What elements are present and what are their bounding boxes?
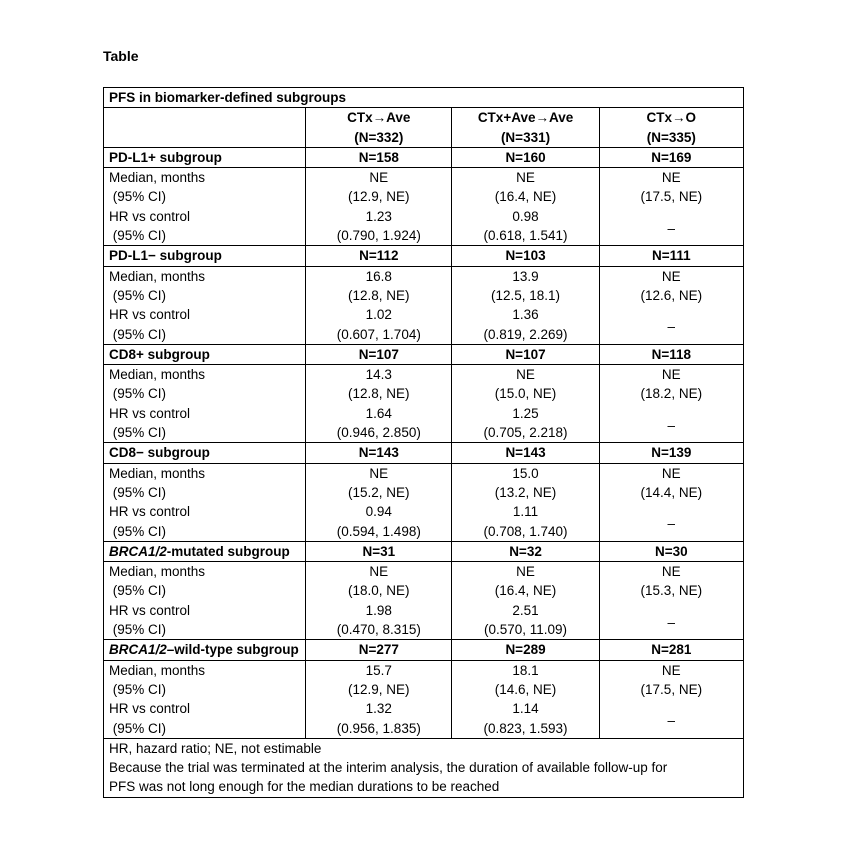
subgroup-data-row <box>104 463 744 541</box>
row-label: (95% CI) <box>109 228 167 244</box>
row-label: (95% CI) <box>109 622 167 638</box>
hr-value: 2.51 <box>512 602 539 618</box>
subgroup-header-row <box>104 640 744 660</box>
median-value: 14.3 <box>365 367 392 383</box>
median-ci: (15.3, NE) <box>640 583 703 599</box>
value-cell <box>452 463 599 541</box>
median-ci: (16.4, NE) <box>494 583 557 599</box>
hr-ci: (0.956, 1.835) <box>336 720 421 736</box>
subgroup-header-row <box>104 344 744 364</box>
value-cell <box>306 562 452 640</box>
value-cell <box>452 266 599 344</box>
median-value: NE <box>369 465 389 481</box>
subgroup-n: N=118 <box>599 344 743 364</box>
value-cell <box>599 463 743 541</box>
subgroup-n: N=107 <box>306 344 452 364</box>
subgroup-n: N=30 <box>599 541 743 561</box>
subgroup-n: N=281 <box>599 640 743 660</box>
pfs-table <box>103 87 744 798</box>
control-hr-dash: – <box>667 516 676 532</box>
median-value: 18.1 <box>512 662 539 678</box>
subgroup-label: CD8− subgroup <box>109 445 210 461</box>
footnote-line: PFS was not long enough for the median durations to be reached <box>109 779 500 795</box>
control-hr-dash: – <box>667 319 676 335</box>
footnote-line: HR, hazard ratio; NE, not estimable <box>109 740 322 756</box>
hr-value: 1.14 <box>512 701 539 717</box>
subgroup-data-row <box>104 660 744 738</box>
footnote-cell <box>104 738 744 797</box>
hr-value: 1.32 <box>365 701 392 717</box>
median-value: NE <box>516 367 535 383</box>
median-ci: (17.5, NE) <box>640 189 703 205</box>
value-cell <box>306 463 452 541</box>
median-ci: (15.2, NE) <box>348 484 410 500</box>
hr-ci: (0.618, 1.541) <box>483 228 568 244</box>
column-header-row <box>104 108 744 148</box>
subgroup-n: N=160 <box>452 147 599 167</box>
hr-value: 1.64 <box>365 405 392 421</box>
row-label: Median, months <box>109 367 206 383</box>
row-label: (95% CI) <box>109 720 167 736</box>
subgroup-data-row <box>104 365 744 443</box>
subgroup-n: N=139 <box>599 443 743 463</box>
median-value: 15.0 <box>512 465 539 481</box>
row-label: (95% CI) <box>109 484 167 500</box>
value-cell <box>452 562 599 640</box>
median-ci: (14.6, NE) <box>494 681 557 697</box>
subgroup-n: N=107 <box>452 344 599 364</box>
subgroup-n: N=169 <box>599 147 743 167</box>
subgroup-name <box>104 147 306 167</box>
footnote-row <box>104 738 744 797</box>
subgroup-header-row <box>104 147 744 167</box>
hr-ci: (0.708, 1.740) <box>483 523 568 539</box>
value-cell <box>599 562 743 640</box>
subgroup-n: N=103 <box>452 246 599 266</box>
value-cell <box>306 168 452 246</box>
value-cell <box>599 168 743 246</box>
median-value: NE <box>661 564 681 580</box>
subgroup-label: –wild-type subgroup <box>166 642 299 658</box>
row-label: (95% CI) <box>109 425 167 441</box>
subgroup-n: N=32 <box>452 541 599 561</box>
subgroup-label: -mutated subgroup <box>166 543 290 559</box>
row-label: (95% CI) <box>109 386 167 402</box>
row-labels-cell <box>104 463 306 541</box>
arm-n: (N=331) <box>500 129 551 145</box>
subgroup-label: PD-L1+ subgroup <box>109 149 222 165</box>
row-label: Median, months <box>109 662 206 678</box>
subgroup-name <box>104 640 306 660</box>
arm-name: CTx+Ave→Ave <box>477 110 574 126</box>
median-value: 16.8 <box>365 268 392 284</box>
value-cell <box>452 365 599 443</box>
row-labels-cell <box>104 266 306 344</box>
subgroup-data-row <box>104 266 744 344</box>
median-ci: (15.0, NE) <box>494 386 557 402</box>
header-blank-cell <box>104 108 306 148</box>
value-cell <box>599 266 743 344</box>
median-ci: (12.5, 18.1) <box>491 287 561 303</box>
table-title-row <box>104 88 744 108</box>
median-value: NE <box>661 367 681 383</box>
row-label: HR vs control <box>109 602 191 618</box>
hr-ci: (0.823, 1.593) <box>483 720 568 736</box>
arm-name: CTx→Ave <box>347 110 411 126</box>
row-label: Median, months <box>109 268 206 284</box>
table-title: PFS in biomarker-defined subgroups <box>104 88 744 108</box>
subgroup-label: PD-L1− subgroup <box>109 248 222 264</box>
hr-value: 0.98 <box>512 208 539 224</box>
subgroup-n: N=112 <box>306 246 452 266</box>
row-label: HR vs control <box>109 208 191 224</box>
hr-ci: (0.705, 2.218) <box>483 425 568 441</box>
row-label: Median, months <box>109 465 206 481</box>
hr-ci: (0.607, 1.704) <box>336 326 421 342</box>
footnote-line: Because the trial was terminated at the interim analysis, the duration of available follow-up for <box>109 760 668 776</box>
control-hr-dash: – <box>667 220 676 236</box>
median-value: NE <box>661 465 681 481</box>
row-label: Median, months <box>109 170 206 186</box>
hr-value: 1.36 <box>512 307 539 323</box>
row-labels-cell <box>104 168 306 246</box>
median-ci: (13.2, NE) <box>494 484 557 500</box>
median-value: NE <box>516 564 535 580</box>
arm-n: (N=332) <box>354 129 404 145</box>
subgroup-data-row <box>104 168 744 246</box>
row-labels-cell <box>104 562 306 640</box>
row-label: Median, months <box>109 564 206 580</box>
value-cell <box>306 660 452 738</box>
hr-ci: (0.594, 1.498) <box>336 523 421 539</box>
value-cell <box>599 660 743 738</box>
median-value: NE <box>516 170 535 186</box>
subgroup-name <box>104 246 306 266</box>
value-cell <box>306 365 452 443</box>
column-header <box>306 108 452 148</box>
median-ci: (18.0, NE) <box>348 583 410 599</box>
row-label: HR vs control <box>109 307 191 323</box>
row-label: (95% CI) <box>109 326 167 342</box>
median-ci: (12.8, NE) <box>348 386 410 402</box>
hr-ci: (0.819, 2.269) <box>483 326 568 342</box>
subgroup-label: CD8+ subgroup <box>109 346 210 362</box>
subgroup-n: N=111 <box>599 246 743 266</box>
hr-ci: (0.470, 8.315) <box>336 622 421 638</box>
median-ci: (12.8, NE) <box>348 287 410 303</box>
subgroup-name <box>104 541 306 561</box>
row-label: (95% CI) <box>109 681 167 697</box>
median-ci: (17.5, NE) <box>640 681 703 697</box>
value-cell <box>306 266 452 344</box>
control-hr-dash: – <box>667 417 676 433</box>
hr-value: 0.94 <box>365 504 392 520</box>
median-ci: (16.4, NE) <box>494 189 557 205</box>
gene-name: BRCA1/2 <box>109 642 167 658</box>
subgroup-data-row <box>104 562 744 640</box>
column-header <box>452 108 599 148</box>
median-ci: (18.2, NE) <box>640 386 703 402</box>
control-hr-dash: – <box>667 713 676 729</box>
subgroup-n: N=31 <box>306 541 452 561</box>
subgroup-header-row <box>104 443 744 463</box>
median-value: NE <box>661 662 681 678</box>
column-header <box>599 108 743 148</box>
hr-value: 1.25 <box>512 405 539 421</box>
arm-n: (N=335) <box>646 129 696 145</box>
median-ci: (12.9, NE) <box>348 681 410 697</box>
median-ci: (14.4, NE) <box>640 484 703 500</box>
median-ci: (12.6, NE) <box>640 287 703 303</box>
subgroup-n: N=143 <box>306 443 452 463</box>
median-value: NE <box>661 268 681 284</box>
hr-value: 1.23 <box>365 208 392 224</box>
subgroup-header-row <box>104 246 744 266</box>
hr-value: 1.11 <box>512 504 539 520</box>
row-label: (95% CI) <box>109 287 167 303</box>
value-cell <box>452 660 599 738</box>
control-hr-dash: – <box>667 614 676 630</box>
row-label: HR vs control <box>109 701 191 717</box>
subgroup-name <box>104 344 306 364</box>
row-label: HR vs control <box>109 504 191 520</box>
subgroup-n: N=158 <box>306 147 452 167</box>
value-cell <box>599 365 743 443</box>
hr-value: 1.98 <box>365 602 392 618</box>
subgroup-n: N=277 <box>306 640 452 660</box>
hr-ci: (0.946, 2.850) <box>336 425 421 441</box>
subgroup-header-row <box>104 541 744 561</box>
median-value: NE <box>661 170 681 186</box>
document-label: Table <box>103 48 139 64</box>
median-value: NE <box>369 564 389 580</box>
row-labels-cell <box>104 660 306 738</box>
hr-ci: (0.570, 11.09) <box>483 622 568 638</box>
row-label: HR vs control <box>109 405 191 421</box>
gene-name: BRCA1/2 <box>109 543 167 559</box>
row-label: (95% CI) <box>109 523 167 539</box>
arm-name: CTx→O <box>646 110 697 126</box>
median-ci: (12.9, NE) <box>348 189 410 205</box>
subgroup-n: N=289 <box>452 640 599 660</box>
subgroup-name <box>104 443 306 463</box>
hr-ci: (0.790, 1.924) <box>336 228 421 244</box>
median-value: NE <box>369 170 389 186</box>
row-label: (95% CI) <box>109 583 167 599</box>
median-value: 15.7 <box>365 662 392 678</box>
row-label: (95% CI) <box>109 189 167 205</box>
row-labels-cell <box>104 365 306 443</box>
hr-value: 1.02 <box>365 307 392 323</box>
value-cell <box>452 168 599 246</box>
subgroup-n: N=143 <box>452 443 599 463</box>
median-value: 13.9 <box>512 268 539 284</box>
